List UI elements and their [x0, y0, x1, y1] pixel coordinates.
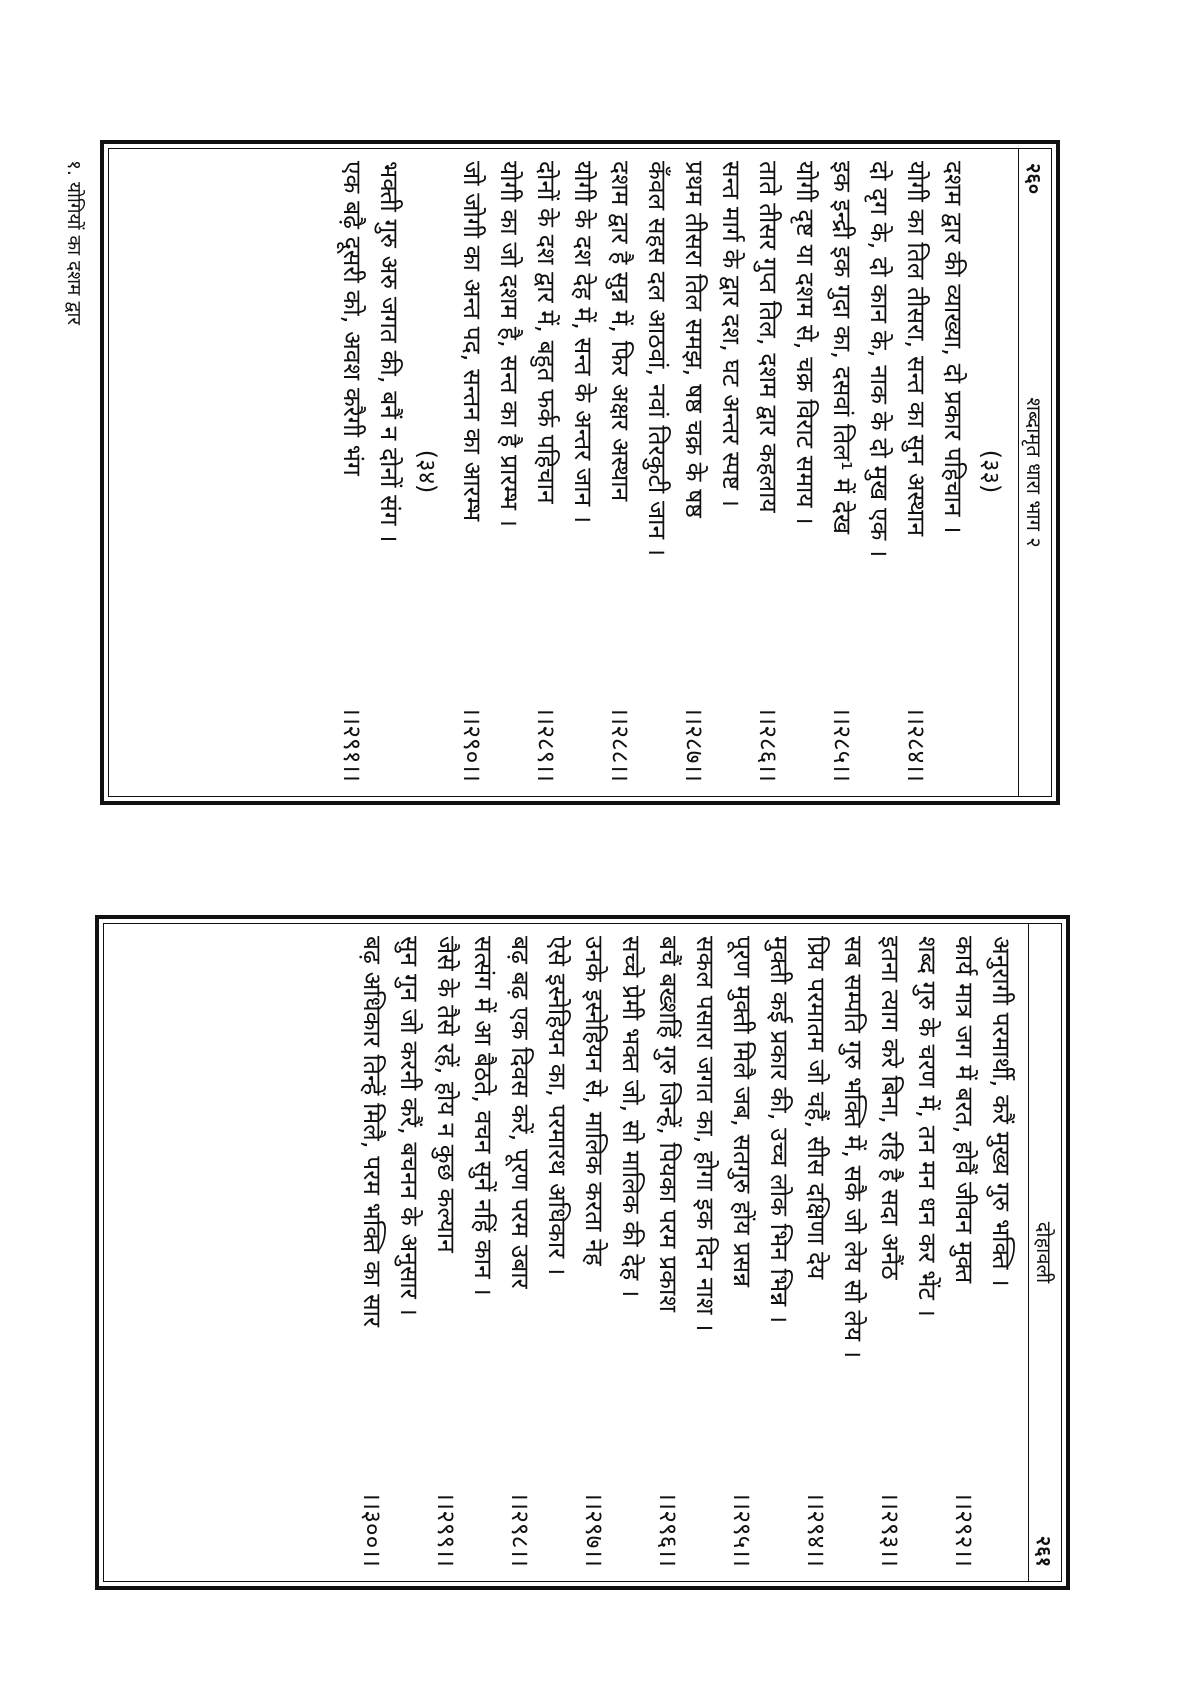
verse-line — [602, 161, 639, 782]
verse-text: अनुरागी परमार्थी, करैं मुख्य गुरु भक्ति । — [987, 936, 1016, 1287]
verse-line — [428, 936, 465, 1567]
verse-number: ।।२९६।। — [654, 1491, 683, 1567]
verse-text: सत्संग में आ बैठते, वचन सुनें नहिं कान । — [469, 936, 498, 1296]
verse-line — [454, 161, 491, 782]
verse-text: सन्त मार्ग के द्वार दश, घट अन्तर स्पष्ट । — [717, 161, 746, 508]
section-heading-34: (३४) — [413, 449, 441, 494]
verse-line — [909, 936, 946, 1567]
right-page-number: २६१ — [1032, 1535, 1056, 1567]
verse-text: ताते तीसर गुप्त तिल, दशम द्वार कहलाय — [754, 161, 783, 513]
verse-line — [713, 161, 750, 782]
verse-line — [334, 161, 371, 782]
verse-number: ।।२८७।। — [680, 706, 709, 782]
verse-line — [687, 936, 724, 1567]
verse-line — [898, 161, 935, 782]
verse-text: जैसे के तैसे रहें, होय न कुछ कल्यान — [432, 936, 461, 1253]
verse-line — [565, 161, 602, 782]
verse-text: दशम द्वार है सुन्न में, फिर अक्षर अस्थान — [606, 161, 635, 502]
verse-line — [491, 161, 528, 782]
verse-text: उनके इस्नेहियन से, मालिक करता नेह — [580, 936, 609, 1266]
verse-line — [650, 936, 687, 1567]
verse-number: ।।२९५।। — [728, 1491, 757, 1567]
left-page — [100, 140, 1060, 805]
verse-text: प्रथम तीसरा तिल समझ, षष्ठ चक्र के षष्ठ — [680, 161, 709, 518]
verse-text: दो दृग के, दो कान के, नाक के दो मुख एक । — [865, 161, 894, 558]
verse-number: ।।२९८।। — [506, 1491, 535, 1567]
verse-text: मुक्ती कई प्रकार की, उच्च लोक भिन भिन्न । — [765, 936, 794, 1324]
verse-text: सच्चे प्रेमी भक्त जो, सो मालिक की देह । — [617, 936, 646, 1298]
verse-text: एक बढ़ै दूसरी को, अवश करैगी भंग — [338, 161, 367, 476]
verse-text: प्रिय परमातम जो चहैं, सीस दक्षिणा देय — [802, 936, 831, 1280]
section-heading-33: (३३) — [977, 449, 1005, 494]
verse-line — [639, 161, 676, 782]
verse-line — [983, 936, 1020, 1567]
verse-text: ऐसे इस्नेहियन का, परमारथ अधिकार । — [543, 936, 572, 1276]
verse-line — [354, 936, 391, 1567]
verse-text: कँवल सहस दल आठवां, नवां तिरकुटी जान । — [643, 161, 672, 557]
verse-text: इतना त्याग करे बिना, रहि है सदा अनैंठ — [876, 936, 905, 1280]
verse-text: जो जोगी का अन्त पद, सन्तन का आरम्भ — [458, 161, 487, 522]
footnote: १. योगियों का दशम द्वार — [63, 160, 85, 326]
verse-number: ।।२९३।। — [876, 1491, 905, 1567]
verse-text: योगी का जो दशम है, सन्त का है प्रारम्भ । — [495, 161, 524, 527]
verse-text: योगी दृष्ट या दशम से, चक्र विराट समाय । — [791, 161, 820, 525]
verse-number: ।।२९४।। — [802, 1491, 831, 1567]
verse-number: ।।२९७।। — [580, 1491, 609, 1567]
verse-line — [946, 936, 983, 1567]
verse-text: बचैं बख्शहिं गुरु जिन्हें, पियका परम प्रकाश — [654, 936, 683, 1313]
verse-text: दशम द्वार की व्याख्या, दो प्रकार पहिचान । — [939, 161, 968, 534]
verse-line — [465, 936, 502, 1567]
right-page — [95, 915, 1070, 1590]
verse-line — [539, 936, 576, 1567]
verse-text: बढ़ बढ़ एक दिवस करें, पूरण परम उबार — [506, 936, 535, 1289]
verse-line — [724, 936, 761, 1567]
verse-line — [371, 161, 408, 782]
verse-line — [502, 936, 539, 1567]
right-running-title: दोहावली — [1032, 1221, 1056, 1284]
verse-line — [861, 161, 898, 782]
right-page-frame — [95, 915, 1070, 1590]
verse-text: भक्ती गुरु अरु जगत की, बनैं न दोनों संग । — [375, 161, 404, 543]
verse-line — [761, 936, 798, 1567]
verse-line — [613, 936, 650, 1567]
verse-text: दोनों के दश द्वार में, बहुत फर्क पहिचान — [532, 161, 561, 504]
verse-line — [824, 161, 861, 782]
verse-text: इक इन्द्री इक गुदा का, दसवां तिल¹ में देख — [828, 161, 857, 535]
verse-text: योगी के दश देह में, सन्त के अन्तर जान । — [569, 161, 598, 524]
verse-number: ।।२८९।। — [532, 706, 561, 782]
verse-line — [787, 161, 824, 782]
left-page-number: २६० — [1022, 163, 1046, 195]
left-running-title: शब्दामृत धारा भाग २ — [1022, 397, 1046, 548]
right-page-header — [1028, 924, 1061, 1581]
verse-number: ।।२९९।। — [432, 1491, 461, 1567]
verse-text: बढ़ अधिकार तिन्हें मिलै, परम भक्ति का सार — [358, 936, 387, 1327]
verse-number: ।।२८८।। — [606, 706, 635, 782]
verse-number: ।।२८६।। — [754, 706, 783, 782]
verse-text: सकल पसारा जगत का, होगा इक दिन नाश । — [691, 936, 720, 1332]
verse-number: ।।२८५।। — [828, 706, 857, 782]
verse-text: सुन गुन जो करनी करैं, बचनन के अनुसार । — [395, 936, 424, 1316]
verse-line — [835, 936, 872, 1567]
verse-number: ।।२९०।। — [458, 706, 487, 782]
left-page-header — [1018, 149, 1051, 796]
verse-line — [935, 161, 972, 782]
verse-line — [750, 161, 787, 782]
verse-text: शब्द गुरु के चरण में, तन मन धन कर भेंट । — [913, 936, 942, 1317]
verse-number: ।।२८४।। — [902, 706, 931, 782]
verse-line — [391, 936, 428, 1567]
verse-text: योगी का तिल तीसरा, सन्त का सुन अस्थान — [902, 161, 931, 537]
verse-line — [528, 161, 565, 782]
verse-line — [576, 936, 613, 1567]
verse-text: सब सम्पति गुरु भक्ति में, सकै जो लेय सो लेय । — [839, 936, 868, 1359]
verse-line — [872, 936, 909, 1567]
left-page-frame — [100, 140, 1060, 805]
verse-line — [676, 161, 713, 782]
verse-number: ।।३००।। — [358, 1491, 387, 1567]
verse-text: पूरण मुक्ती मिलै जब, सतगुरु होंय प्रसन्न — [728, 936, 757, 1288]
verse-number: ।।२९२।। — [950, 1491, 979, 1567]
verse-text: कार्य मात्र जग में बरत, होवैं जीवन मुक्त — [950, 936, 979, 1284]
verse-number: ।।२९१।। — [338, 706, 367, 782]
verse-line — [798, 936, 835, 1567]
